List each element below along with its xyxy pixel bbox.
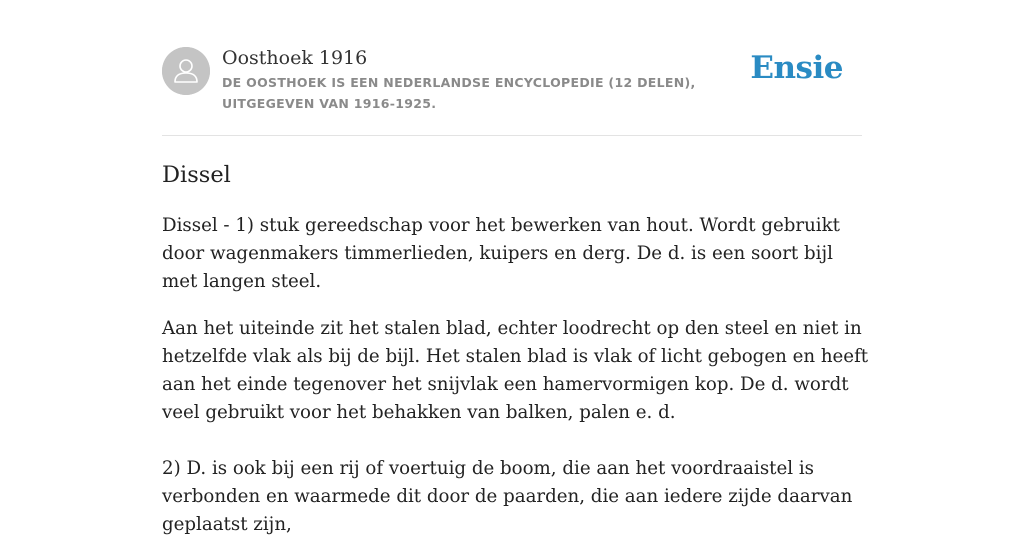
- user-icon: [162, 47, 210, 95]
- source-description: DE OOSTHOEK IS EEN NEDERLANDSE ENCYCLOPEDIE (12 DELEN), UITGEGEVEN VAN 1916-1925.: [222, 75, 696, 111]
- article-paragraph: 2) D. is ook bij een rij of voertuig de boom, die aan het voordraaistel is verbonden en waarmede dit door de paarden, die aan iedere zijde daarvan geplaatst zijn,: [162, 458, 853, 535]
- header-divider: [162, 135, 862, 136]
- article-body: [162, 212, 872, 539]
- source-header: [162, 46, 862, 116]
- avatar[interactable]: [162, 47, 210, 95]
- article-paragraph: Dissel - 1) stuk gereedschap voor het bewerken van hout. Wordt gebruikt door wagenmakers timmerlieden, kuipers en derg. De d. is een soort bijl met langen steel.: [162, 215, 840, 292]
- ensie-logo[interactable]: Ensie: [750, 50, 843, 86]
- source-title[interactable]: Oosthoek 1916: [222, 47, 368, 69]
- article-paragraph: Aan het uiteinde zit het stalen blad, echter loodrecht op den steel en niet in hetzelfde vlak als bij de bijl. Het stalen blad is vlak of licht gebogen en heeft aan het einde tegenover het snijvlak een hamervormigen kop. De d. wordt veel gebruikt voor het behakken van balken, palen e. d.: [162, 318, 869, 423]
- article-page: [162, 0, 869, 535]
- article-title: Dissel: [162, 162, 231, 188]
